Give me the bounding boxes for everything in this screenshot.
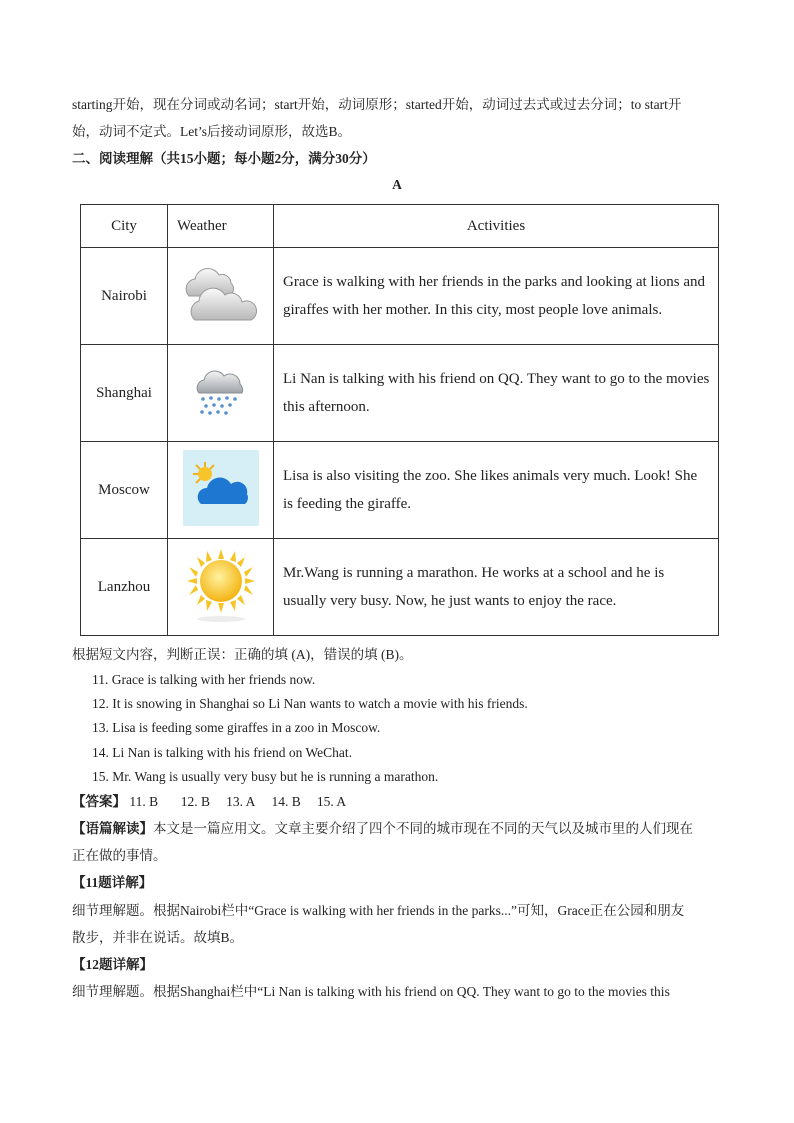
q11-line-2: 散步，并非在说话。故填B。 bbox=[72, 930, 244, 945]
table-header-row bbox=[81, 205, 719, 248]
snow-cloud-icon bbox=[191, 361, 251, 421]
answer-label: 【答案】 bbox=[72, 794, 126, 809]
city-cell: Shanghai bbox=[81, 345, 168, 442]
intro-line-1: starting开始，现在分词或动名词；start开始，动词原形；started开始，动词过去式或过去分词；to start开 bbox=[72, 97, 682, 112]
header-weather: Weather bbox=[168, 205, 274, 248]
answer-item: 12. B bbox=[180, 794, 211, 809]
weather-cell bbox=[168, 442, 274, 539]
part-label: A bbox=[392, 177, 402, 192]
table-row bbox=[81, 442, 719, 539]
weather-cell bbox=[168, 248, 274, 345]
question-13: 13. Lisa is feeding some giraffes in a zoo in Moscow. bbox=[92, 720, 381, 735]
analysis-line-2: 正在做的事情。 bbox=[72, 848, 167, 863]
question-12: 12. It is snowing in Shanghai so Li Nan wants to watch a movie with his friends. bbox=[92, 696, 528, 711]
weather-cell bbox=[168, 539, 274, 636]
activity-cell: Li Nan is talking with his friend on QQ. They want to go to the movies this afternoon. bbox=[274, 345, 719, 442]
city-cell: Nairobi bbox=[81, 248, 168, 345]
activity-cell: Lisa is also visiting the zoo. She likes animals very much. Look! She is feeding the giraffe. bbox=[274, 442, 719, 539]
table-row bbox=[81, 539, 719, 636]
cloudy-icon bbox=[181, 258, 261, 330]
city-cell: Moscow bbox=[81, 442, 168, 539]
header-city: City bbox=[81, 205, 168, 248]
q11-line-1: 细节理解题。根据Nairobi栏中“Grace is walking with her friends in the parks...”可知，Grace正在公园和朋友 bbox=[72, 903, 685, 918]
answer-item: 14. B bbox=[271, 794, 301, 809]
activity-cell: Mr.Wang is running a marathon. He works at a school and he is usually very busy. Now, he just wants to enjoy the race. bbox=[274, 539, 719, 636]
q12-title: 【12题详解】 bbox=[72, 957, 153, 972]
instruction: 根据短文内容，判断正误：正确的填 (A)，错误的填 (B)。 bbox=[72, 647, 413, 662]
q12-line-1: 细节理解题。根据Shanghai栏中“Li Nan is talking with his friend on QQ. They want to go to the movies this bbox=[72, 984, 670, 999]
table-row bbox=[81, 248, 719, 345]
answer-line bbox=[72, 793, 346, 811]
answer-item: 15. A bbox=[316, 794, 347, 809]
city-cell: Lanzhou bbox=[81, 539, 168, 636]
analysis-line-1 bbox=[72, 820, 693, 838]
answer-item: 13. A bbox=[226, 794, 256, 809]
question-11: 11. Grace is talking with her friends now. bbox=[92, 672, 316, 687]
section-title: 二、阅读理解（共15小题；每小题2分，满分30分） bbox=[72, 151, 376, 166]
intro-line-2: 始，动词不定式。Let’s后接动词原形，故选B。 bbox=[72, 124, 351, 139]
answer-item: 11. B bbox=[129, 794, 159, 809]
activity-cell: Grace is walking with her friends in the parks and looking at lions and giraffes with her mother. In this city, most people love animals. bbox=[274, 248, 719, 345]
header-activities: Activities bbox=[274, 205, 719, 248]
partly-cloudy-icon bbox=[183, 450, 259, 526]
question-14: 14. Li Nan is talking with his friend on WeChat. bbox=[92, 745, 353, 760]
weather-table bbox=[80, 204, 719, 636]
analysis-label: 【语篇解读】 bbox=[72, 821, 153, 836]
sun-icon bbox=[185, 547, 257, 623]
question-15: 15. Mr. Wang is usually very busy but he is running a marathon. bbox=[92, 769, 439, 784]
table-row bbox=[81, 345, 719, 442]
weather-cell bbox=[168, 345, 274, 442]
q11-title: 【11题详解】 bbox=[72, 875, 153, 890]
analysis-text: 本文是一篇应用文。文章主要介绍了四个不同的城市现在不同的天气以及城市里的人们现在 bbox=[153, 821, 693, 836]
